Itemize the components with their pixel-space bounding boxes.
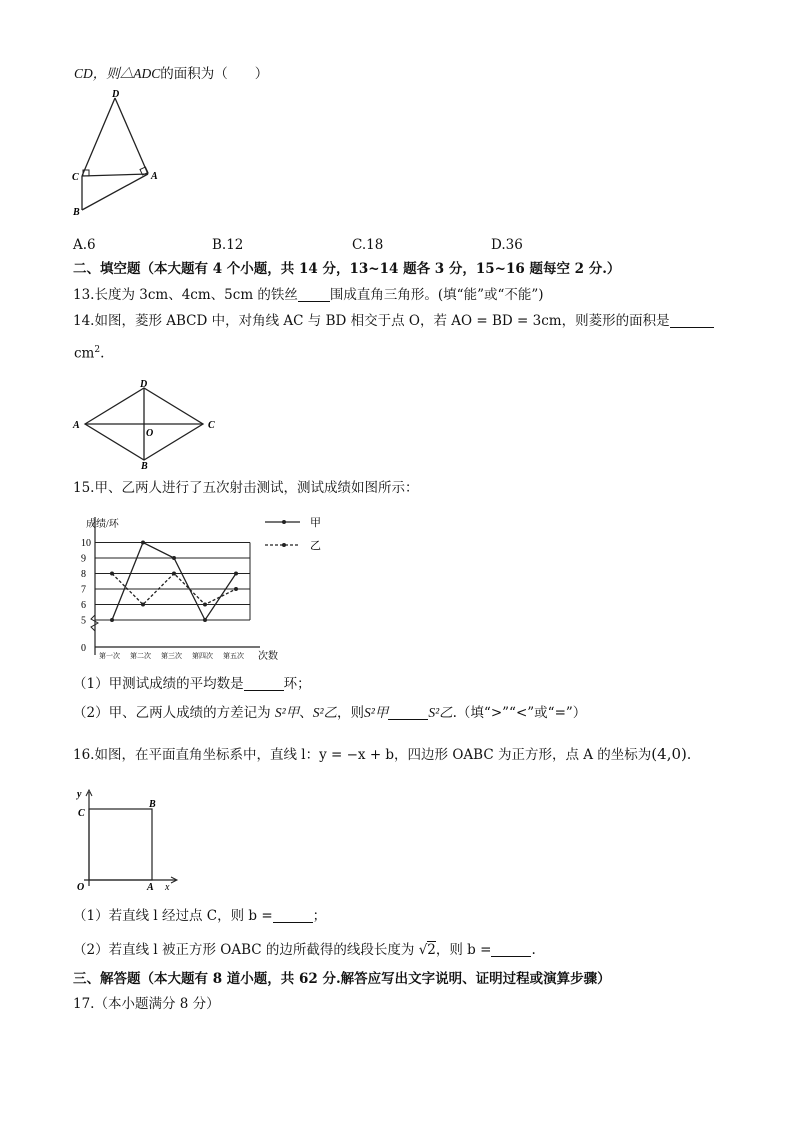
q16-coord-end: .: [686, 747, 692, 763]
q14-unit-sup: 2: [94, 345, 101, 355]
x-tick-label-2: 第二次: [130, 652, 151, 660]
label-b: B: [141, 461, 148, 470]
label-b: B: [73, 207, 80, 218]
q16-question: [73, 747, 691, 763]
q14-question: [73, 313, 714, 329]
q15-sub1-blank: [244, 676, 284, 691]
point-yi-2: [141, 603, 145, 607]
q15-score-line-chart: [72, 507, 334, 667]
y-tick-label-7: 7: [81, 584, 86, 596]
sqrt-symbol: √: [418, 942, 428, 958]
label-a: A: [151, 171, 158, 182]
q16-sub2-text-a: （2）若直线 l 被正方形 OABC 的边所截得的线段长度为: [73, 942, 415, 958]
q12-question-tail: [74, 67, 268, 82]
y-tick-label-10: 10: [81, 538, 91, 549]
q14-unit-text: cm: [74, 345, 95, 362]
legend-label-jia: 甲: [310, 517, 321, 529]
q16-text-a: 16.如图，在平面直角坐标系中，直线 l：y = −x + b，四边形 OABC 为正方形，点 A 的坐标为: [73, 747, 652, 763]
label-d: D: [140, 379, 148, 390]
y-tick-label-0: 0: [81, 643, 86, 654]
q15-sub2: （2）甲、乙两人成绩的方差记为 S²甲、S²乙，则S²甲 S²乙.（填“>”“<”或“=”）: [73, 705, 587, 721]
chart-xlabel: 次数: [258, 651, 278, 662]
label-o: O: [77, 882, 85, 893]
q16-square-coordinate-figure: [72, 786, 182, 894]
q14-answer-blank: [670, 313, 714, 328]
x-tick-label-3: 第三次: [161, 652, 182, 660]
q17-question: 17.（本小题满分 8 分）: [73, 996, 220, 1012]
q16-sub2: [73, 942, 536, 958]
series-line-jia: [112, 543, 236, 621]
x-tick-label-1: 第一次: [99, 652, 120, 660]
q16-sub2-root: 2: [427, 942, 436, 958]
label-a: A: [147, 882, 154, 893]
q16-sub1-blank: [273, 908, 313, 923]
point-jia-4: [203, 618, 207, 622]
y-tick-label-9: 9: [81, 553, 86, 565]
q14-rhombus-figure: [70, 378, 220, 470]
q14-unit: [74, 346, 104, 361]
legend-marker-yi: [282, 543, 286, 547]
q15-s-yi-2: S²乙: [428, 705, 453, 720]
label-b: B: [149, 799, 156, 810]
q16-sub2-text-b: ，则 b =: [435, 942, 492, 958]
point-jia-1: [110, 618, 114, 622]
q12-text-pre: CD，则△ADC: [74, 66, 161, 81]
q13-answer-blank: [298, 287, 330, 302]
label-x: x: [165, 882, 170, 893]
point-yi-3: [172, 572, 176, 576]
point-jia-2: [141, 541, 145, 545]
q15-s-jia: S²甲: [274, 705, 300, 720]
q15-sub1-text-a: （1）甲测试成绩的平均数是: [73, 676, 244, 692]
q12-option-c: C.18: [352, 237, 384, 253]
q14-text-a: 14.如图，菱形 ABCD 中，对角线 AC 与 BD 相交于点 O，若 AO = BD = 3cm，则菱形的面积是: [73, 313, 670, 329]
q16-sub1-text-b: ；: [312, 908, 327, 924]
q15-sub2-text-c: .（填“>”“<”或“=”）: [452, 705, 587, 721]
square-oabc: [89, 809, 152, 880]
q14-unit-end: .: [100, 345, 105, 362]
legend-label-yi: 乙: [310, 540, 321, 552]
section3-heading: 三、解答题（本大题有 8 道小题，共 62 分.解答应写出文字说明、证明过程或演算步骤）: [73, 971, 611, 987]
point-yi-5: [234, 587, 238, 591]
q12-triangle-figure: [70, 90, 165, 225]
point-yi-4: [203, 603, 207, 607]
q15-sub2-text-b: ，则: [337, 705, 365, 721]
x-tick-label-5: 第五次: [223, 652, 244, 660]
y-tick-label-6: 6: [81, 600, 86, 611]
point-yi-1: [110, 572, 114, 576]
q13-question: [73, 287, 544, 303]
q12-option-a: A.6: [73, 237, 96, 253]
q12-option-b: B.12: [212, 237, 244, 253]
section2-heading: 二、填空题（本大题有 4 个小题，共 14 分，13~14 题各 3 分，15~16 题每空 2 分.）: [73, 261, 621, 277]
q15-sub1: [73, 676, 311, 692]
q13-text-b: 围成直角三角形。(填“能”或“不能”): [329, 287, 544, 303]
label-c: C: [78, 808, 85, 819]
y-tick-label-8: 8: [81, 569, 86, 580]
label-d: D: [112, 90, 120, 100]
q15-s-yi: S²乙: [312, 705, 338, 720]
q13-text-a: 13.长度为 3cm、4cm、5cm 的铁丝: [73, 287, 298, 303]
point-jia-5: [234, 572, 238, 576]
y-tick-label-5: 5: [81, 615, 86, 627]
x-tick-label-4: 第四次: [192, 652, 213, 660]
label-o: O: [146, 428, 154, 439]
q15-question: 15.甲、乙两人进行了五次射击测试，测试成绩如图所示：: [73, 480, 419, 496]
q15-s-jia-2: S²甲: [364, 705, 389, 720]
q16-sub1-text-a: （1）若直线 l 经过点 C，则 b =: [73, 908, 273, 924]
q12-option-d: D.36: [491, 237, 523, 253]
legend-marker-jia: [282, 520, 286, 524]
q16-sub2-blank: [491, 942, 531, 957]
point-jia-3: [172, 556, 176, 560]
label-c: C: [72, 172, 79, 183]
q12-text-post: 的面积为（ ）: [160, 66, 269, 82]
label-c: C: [208, 420, 215, 431]
q16-sub2-text-c: .: [531, 942, 536, 958]
q16-coord: (4,0): [651, 745, 687, 763]
q15-sub1-text-b: 环；: [283, 676, 311, 692]
q15-sub2-blank: [388, 705, 428, 720]
q16-sub1: [73, 908, 326, 924]
label-y: y: [77, 789, 82, 800]
chart-ylabel: 成绩/环: [86, 519, 119, 530]
q15-sub2-text-a: （2）甲、乙两人成绩的方差记为: [73, 705, 271, 721]
label-a: A: [73, 420, 80, 431]
